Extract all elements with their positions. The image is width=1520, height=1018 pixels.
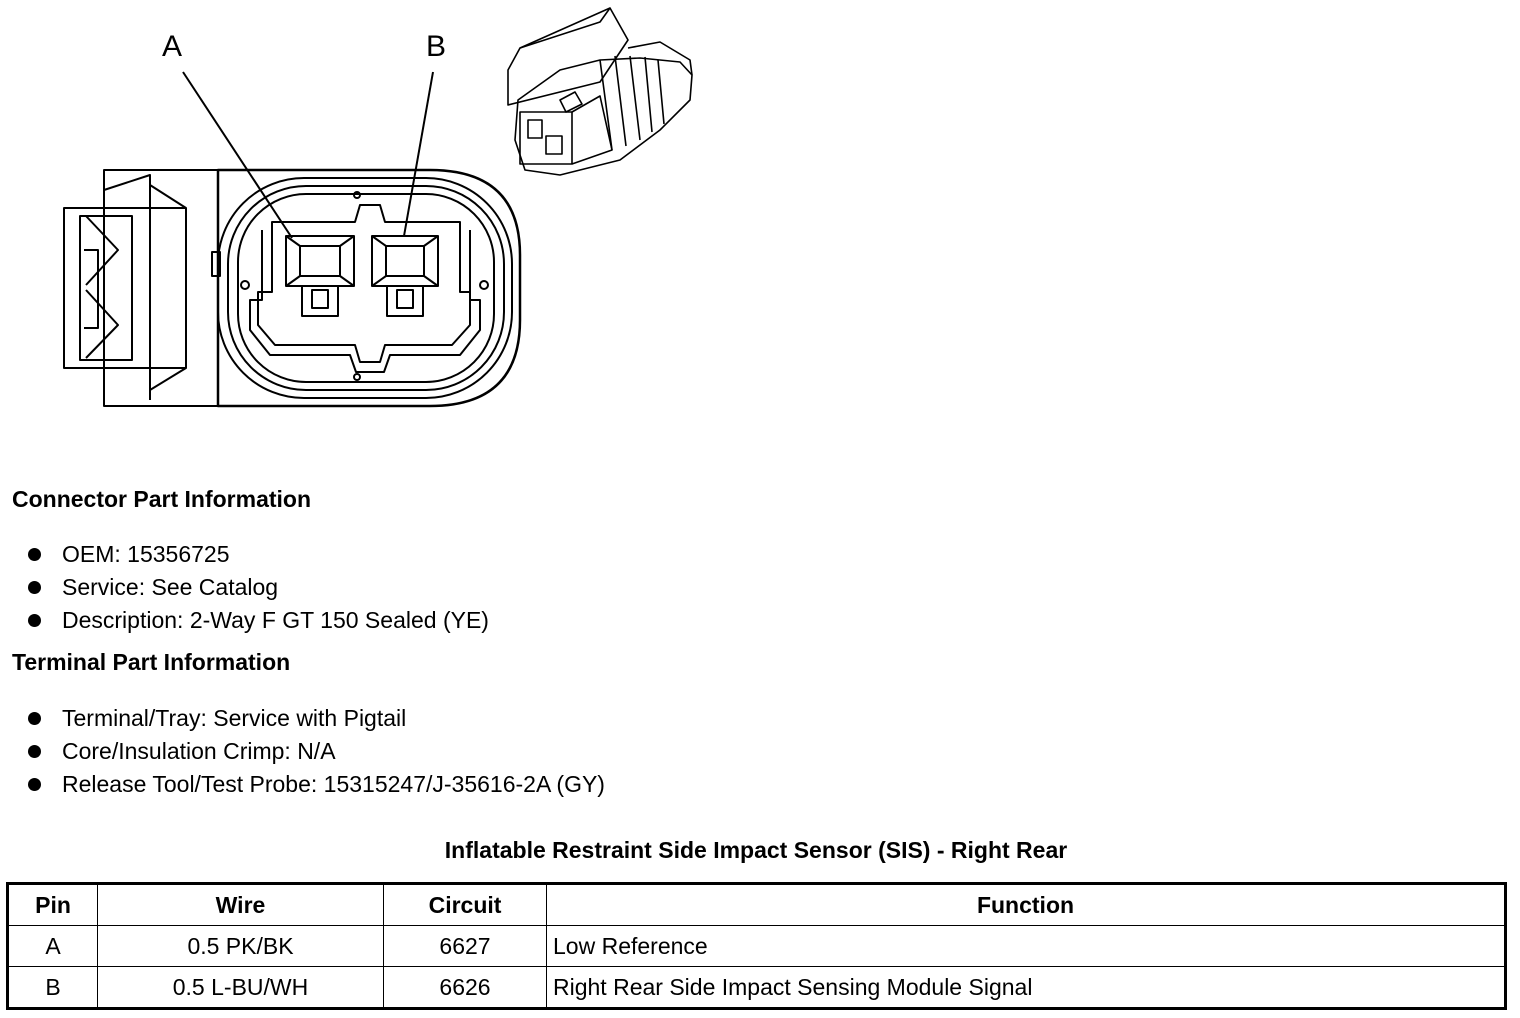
table-row bbox=[8, 967, 1506, 1009]
bullet-icon bbox=[28, 548, 41, 561]
terminal-cavity-a bbox=[286, 236, 354, 316]
cell-wire: 0.5 L-BU/WH bbox=[98, 967, 384, 1009]
header-function: Function bbox=[547, 884, 1506, 926]
cell-pin: A bbox=[8, 926, 98, 967]
list-item bbox=[28, 702, 605, 735]
header-pin: Pin bbox=[8, 884, 98, 926]
connector-diagram bbox=[0, 0, 760, 420]
connector-latch bbox=[64, 170, 218, 406]
callout-a-label: A bbox=[161, 30, 183, 63]
cell-function: Right Rear Side Impact Sensing Module Signal bbox=[547, 967, 1506, 1009]
bullet-icon bbox=[28, 581, 41, 594]
list-item bbox=[28, 735, 605, 768]
connector-info-list bbox=[28, 538, 489, 637]
terminal-cavity-b bbox=[372, 236, 438, 316]
connector-description: Description: 2-Way F GT 150 Sealed (YE) bbox=[62, 607, 489, 633]
list-item bbox=[28, 538, 489, 571]
header-wire: Wire bbox=[98, 884, 384, 926]
connector-face bbox=[212, 170, 520, 406]
bullet-icon bbox=[28, 614, 41, 627]
table-header-row bbox=[8, 884, 1506, 926]
connector-info-heading: Connector Part Information bbox=[12, 486, 312, 512]
callout-a-leader bbox=[183, 72, 292, 238]
terminal-info-list bbox=[28, 702, 605, 801]
terminal-tray: Terminal/Tray: Service with Pigtail bbox=[62, 705, 407, 731]
table-row bbox=[8, 926, 1506, 967]
header-circuit: Circuit bbox=[384, 884, 547, 926]
bullet-icon bbox=[28, 778, 41, 791]
cell-wire: 0.5 PK/BK bbox=[98, 926, 384, 967]
list-item bbox=[28, 604, 489, 637]
terminal-info-heading: Terminal Part Information bbox=[12, 649, 291, 675]
terminal-release-tool: Release Tool/Test Probe: 15315247/J-35616-2A (GY) bbox=[62, 771, 605, 797]
callout-b-leader bbox=[404, 72, 433, 236]
list-item bbox=[28, 768, 605, 801]
list-item bbox=[28, 571, 489, 604]
cell-function: Low Reference bbox=[547, 926, 1506, 967]
cell-pin: B bbox=[8, 967, 98, 1009]
table-title: Inflatable Restraint Side Impact Sensor (SIS) - Right Rear bbox=[444, 837, 1068, 863]
callout-b-label: B bbox=[425, 30, 447, 63]
connector-service: Service: See Catalog bbox=[62, 574, 279, 600]
cell-circuit: 6626 bbox=[384, 967, 547, 1009]
connector-oem: OEM: 15356725 bbox=[62, 541, 230, 567]
terminal-crimp: Core/Insulation Crimp: N/A bbox=[62, 738, 336, 764]
pin-table bbox=[6, 882, 1507, 1010]
cell-circuit: 6627 bbox=[384, 926, 547, 967]
bullet-icon bbox=[28, 712, 41, 725]
connector-thumbnail bbox=[508, 8, 692, 175]
bullet-icon bbox=[28, 745, 41, 758]
